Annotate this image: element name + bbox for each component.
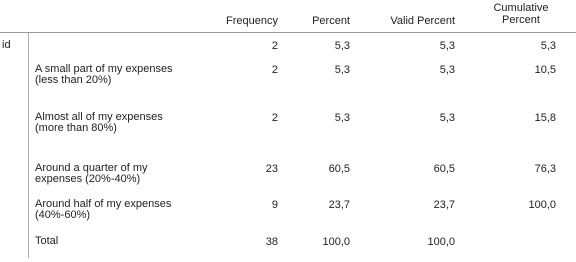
cell-frequency: 2: [271, 112, 278, 124]
cell-cumulative-percent: 76,3: [534, 163, 556, 175]
cell-cumulative-percent: 10,5: [534, 64, 556, 76]
row-label: Total: [35, 235, 59, 247]
cell-valid-percent: 5,3: [439, 112, 455, 124]
cell-frequency: 9: [271, 199, 278, 211]
row-label: Almost all of my expenses (more than 80%): [35, 111, 163, 134]
group-label: id: [2, 39, 11, 51]
cell-cumulative-percent: 15,8: [534, 112, 556, 124]
header-valid-percent: Valid Percent: [390, 15, 455, 27]
cell-valid-percent: 5,3: [439, 64, 455, 76]
cell-percent: 5,3: [334, 64, 350, 76]
cell-percent: 5,3: [334, 112, 350, 124]
cell-valid-percent: 23,7: [433, 199, 455, 211]
cell-valid-percent: 100,0: [427, 236, 455, 248]
group-divider: [28, 33, 29, 258]
cell-frequency: 23: [265, 163, 278, 175]
header-rule: [0, 32, 576, 33]
row-label: Around a quarter of my expenses (20%-40%): [35, 162, 148, 185]
cell-cumulative-percent: 5,3: [540, 40, 556, 52]
row-label: Around half of my expenses (40%-60%): [35, 198, 172, 221]
cell-frequency: 2: [271, 40, 278, 52]
cell-valid-percent: 60,5: [433, 163, 455, 175]
cell-frequency: 38: [265, 236, 278, 248]
cell-cumulative-percent: 100,0: [528, 199, 556, 211]
cell-percent: 5,3: [334, 40, 350, 52]
cell-frequency: 2: [271, 64, 278, 76]
header-cumulative-percent: Cumulative Percent: [493, 2, 549, 26]
cell-percent: 100,0: [322, 236, 350, 248]
cell-valid-percent: 5,3: [439, 40, 455, 52]
cell-percent: 23,7: [328, 199, 350, 211]
row-label: A small part of my expenses (less than 20%): [35, 63, 173, 86]
header-percent: Percent: [312, 15, 350, 27]
cell-percent: 60,5: [328, 163, 350, 175]
header-frequency: Frequency: [226, 15, 278, 27]
